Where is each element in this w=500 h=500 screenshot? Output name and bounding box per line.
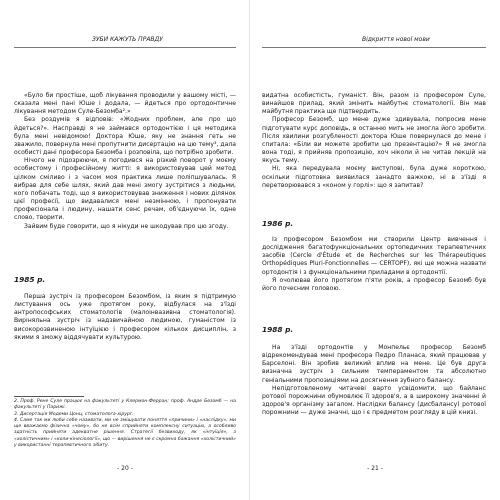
- section-year: 1988 р.: [262, 325, 294, 334]
- right-page: [250, 0, 500, 500]
- running-head: ЗУБИ КАЖУТЬ ПРАВДУ: [92, 36, 163, 43]
- header-rule: [14, 47, 236, 48]
- paragraph: Ні, яка передувала моєму виступові, була дуже короткою, оскільки підготовка виявилася занадто важкою, ні в з'їзді я перетворювався з «коном у горлі»: що я запитав?: [262, 165, 486, 189]
- paragraph: Професор Безомб, що мене дуже здивувала, попросив мене підготувати курс доповідь, в останню мить не змогла його зробити. Після хвилини розгубленості доктора Юше повернулася до мене і спитала: «Бiли ви можете зробити цю презентацію?» Я не змогла вона тоді, я прийняв пропозицію, хоч ніколи й не читав лекцій на якусь тему.: [262, 116, 486, 165]
- footnote: 4. Саме так ми люби себе називати, ми не змішувати поняття «причини» і «наслідку», ми ще вважаємо фізична «чому», бо не всім сприйняти комплексну ситуацію, а особливо здатність прийняти адекватне рішення. Стратегії безвиходу, як «інтуїція», з «холістичним» і «коли-кінесіології», що — вирішення не є скромна бажання «холістичний» у використанні терапевтичного зібиту.: [14, 417, 236, 449]
- section-year: 1986 р.: [262, 219, 294, 228]
- paragraph: видатна особистість, гуманіст. Він, разом із професором Суле, винайшов прилад, який змінить майбутнє стоматології. Він мав майбутня практика ще підтвердить.: [262, 92, 486, 116]
- footnote-rule: [14, 396, 84, 397]
- footnote: 2. Проф. Рене Суле працює на факультеті у Клермон-Ферран; проф. Андре Безомб — на факультеті у Парижі.: [14, 399, 236, 411]
- paragraph: Із професором Безомбом ми створили Центр вивчення і дослідження багатофункціональних ортопедичних терапевтичних засобів (Cercle d'Étude et de Recherches sur les Thérapeutiques Orthopédiques Pluri-Fonctionnelles — CERTOPF), які ще можна назвати ортодонтія і з функціональними приладами в ортодонтії.: [262, 236, 486, 276]
- page-number: - 21 -: [367, 465, 383, 472]
- body-text-block: [262, 236, 486, 293]
- body-text-block: [262, 344, 486, 417]
- paragraph: На з'їзді ортодонтів у Монпельє професор Безомб відрекомендував мені професора Педро Планаса, який працював у Барселоні. Він зробив великий вплив на мене. Це був друга визначна зустріч з сильним темпераментом та абсолютно геніальними пропозиціями на досягнення зубного балансу.: [262, 344, 486, 384]
- section-year: 1985 р.: [14, 275, 46, 284]
- body-text-block: [14, 92, 236, 231]
- page-number: - 20 -: [117, 465, 133, 472]
- paragraph: Я очолював його протягом п'яти років, а професор Безомб був його почесним головою.: [262, 276, 486, 292]
- paragraph: Непідготовленому читачеві варто усвідомити, що байланс ротової порожнини обумовлює її здоров'я, а в широкому значенні й здоров'я організму загалом. Наслідки балансу (дисбалансу) ротової порожнини — дуже значні, що і є предметом розгляду в цій книзі.: [262, 384, 486, 417]
- paragraph: Зайвим буде говорити, що я нікуди не шкодував про цю згоду.: [24, 222, 229, 230]
- paragraph: Перша зустріч із професором Безомбом, із яким я підтримую листування ось уже протягом року, відбулася на з'їзді антропософських стоматологів (малоінвазивна стоматологія). Виріняльна зустріч із надзвичайною людиною, гуманістом із високорозвиненою інтуїцією і професором кількох дисциплін, з якими я зможу віддячувати культурою.: [14, 293, 236, 341]
- body-text-block: [262, 92, 486, 190]
- footnotes: [14, 399, 236, 449]
- paragraph: Нічого не підозрюючи, я погодився на різкий поворот у моєму особистому і професійному житті: я використовував цей метод цілком сміливо і з часом моя практика лише поліпшувалась. Я вибрав для себе шлях, який дав мені змогу зустрітися з людьми, кого побачать тоді, що я використовував зниження і нових ділянок цієї професії, що видавалися мені незмінною, і пропонувати професіонала і людину, нашати сенс речам, об'єднуючи їх, одне слово, творити.: [14, 157, 236, 222]
- footnote: 3. Дисертація Модеми Цонц, стоматолога-хірург.: [14, 411, 134, 417]
- paragraph: Без роздумів я відповів: «Жодних проблем, але про що йдеться?». Насправді я не займався ортодонтією і ця методика була мені невідомою! Доктора Юше, яку не знання геть не зважило, повернула мені пропутнити дисертацію на цю тему³, дала особисті дані професора Безомба і розповіла, що потрібно зробити.: [14, 116, 236, 157]
- paragraph: «Було би простіше, щоб лікування проводили у вашому місті, — сказала мені пані Юше і додала, — йдеться про ортодонтичне лікування методом Суле-Безомба².»: [14, 92, 236, 116]
- body-text-block: [14, 293, 236, 342]
- header-rule: [262, 47, 486, 48]
- running-head: Відкриття нової мови: [362, 36, 430, 43]
